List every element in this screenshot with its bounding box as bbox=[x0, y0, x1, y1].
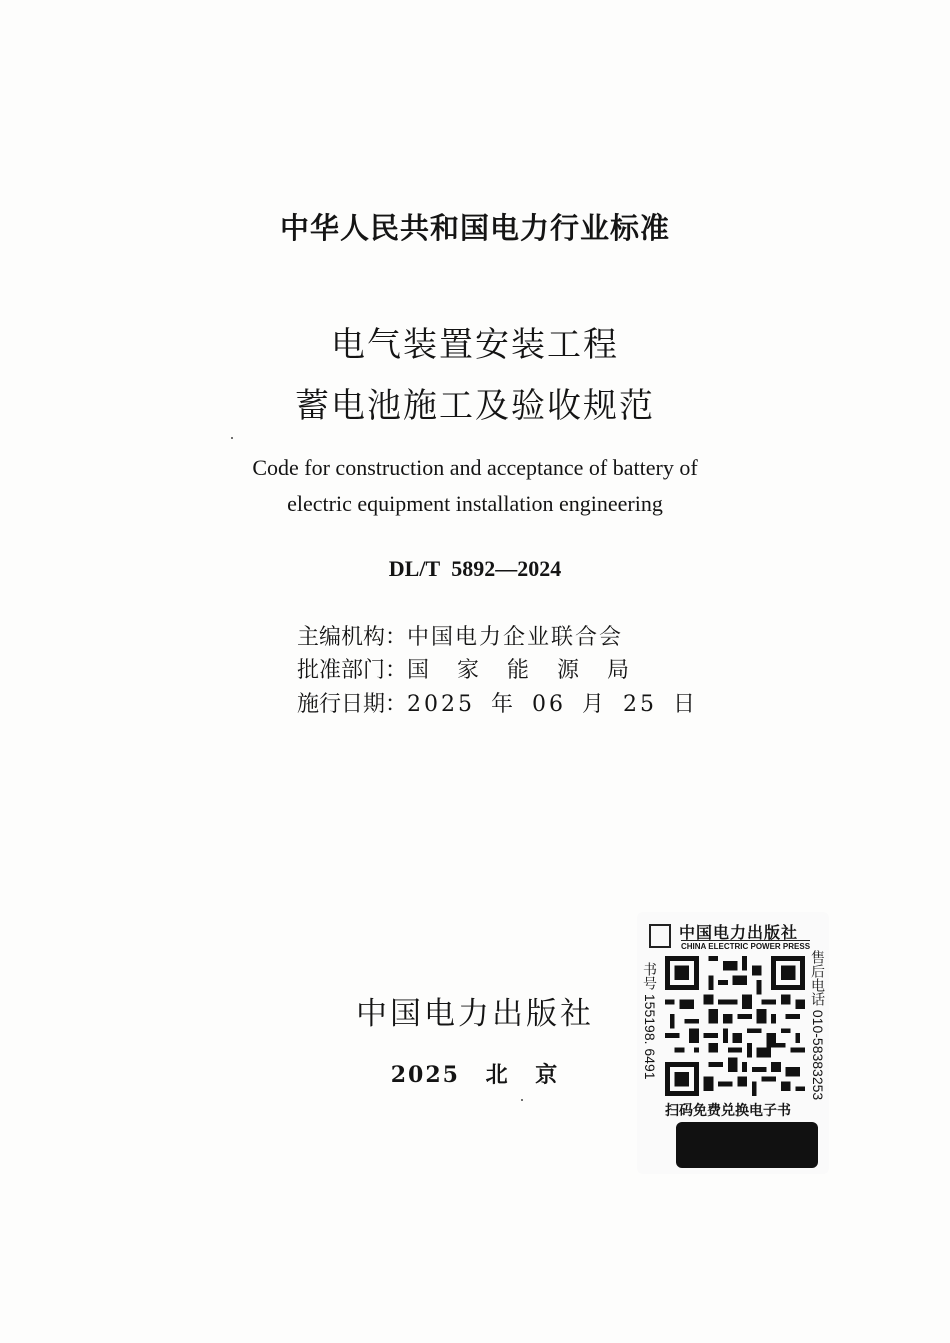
sticker-scan-text: 扫码免费兑换电子书 bbox=[665, 1103, 791, 1119]
meta-label: 施行日期： bbox=[297, 692, 408, 717]
standard-category-header: 中华人民共和国电力行业标准 bbox=[279, 211, 670, 245]
meta-value: 中国电力企业联合会 bbox=[407, 625, 624, 650]
chinese-title-line-1: 电气装置安装工程 bbox=[331, 325, 619, 365]
scan-speck bbox=[521, 1099, 523, 1101]
publication-year-place: 2025 北 京 bbox=[390, 1062, 560, 1088]
publisher-name: 中国电力出版社 bbox=[356, 996, 594, 1032]
english-title-line-2: electric equipment installation engineering bbox=[287, 491, 663, 516]
meta-approver bbox=[297, 653, 657, 684]
scratch-code-bar[interactable] bbox=[676, 1122, 818, 1168]
meta-value: 国家能源局 bbox=[407, 658, 658, 683]
meta-editor bbox=[297, 620, 623, 651]
meta-label: 批准部门： bbox=[297, 658, 408, 683]
sticker-brand-cn: 中国电力出版社 bbox=[679, 923, 799, 942]
scan-speck bbox=[231, 437, 233, 439]
chinese-title-line-2: 蓄电池施工及验收规范 bbox=[295, 386, 655, 426]
sticker-isbn: 书号 155198. 6491 bbox=[642, 962, 658, 1080]
meta-value: 2025 年 06 月 25 日 bbox=[407, 692, 698, 717]
english-title-line-1: Code for construction and acceptance of battery of bbox=[252, 455, 698, 480]
publisher-logo-icon bbox=[649, 924, 671, 948]
meta-label: 主编机构： bbox=[297, 625, 408, 650]
ebook-sticker bbox=[637, 912, 829, 1174]
standard-code: DL/T 5892—2024 bbox=[388, 556, 562, 581]
sticker-brand-en: CHINA ELECTRIC POWER PRESS bbox=[681, 942, 811, 951]
qr-code-icon[interactable] bbox=[665, 956, 805, 1096]
meta-effective-date bbox=[297, 687, 698, 718]
sticker-hotline: 售后电话 010-58383253 bbox=[810, 950, 826, 1101]
